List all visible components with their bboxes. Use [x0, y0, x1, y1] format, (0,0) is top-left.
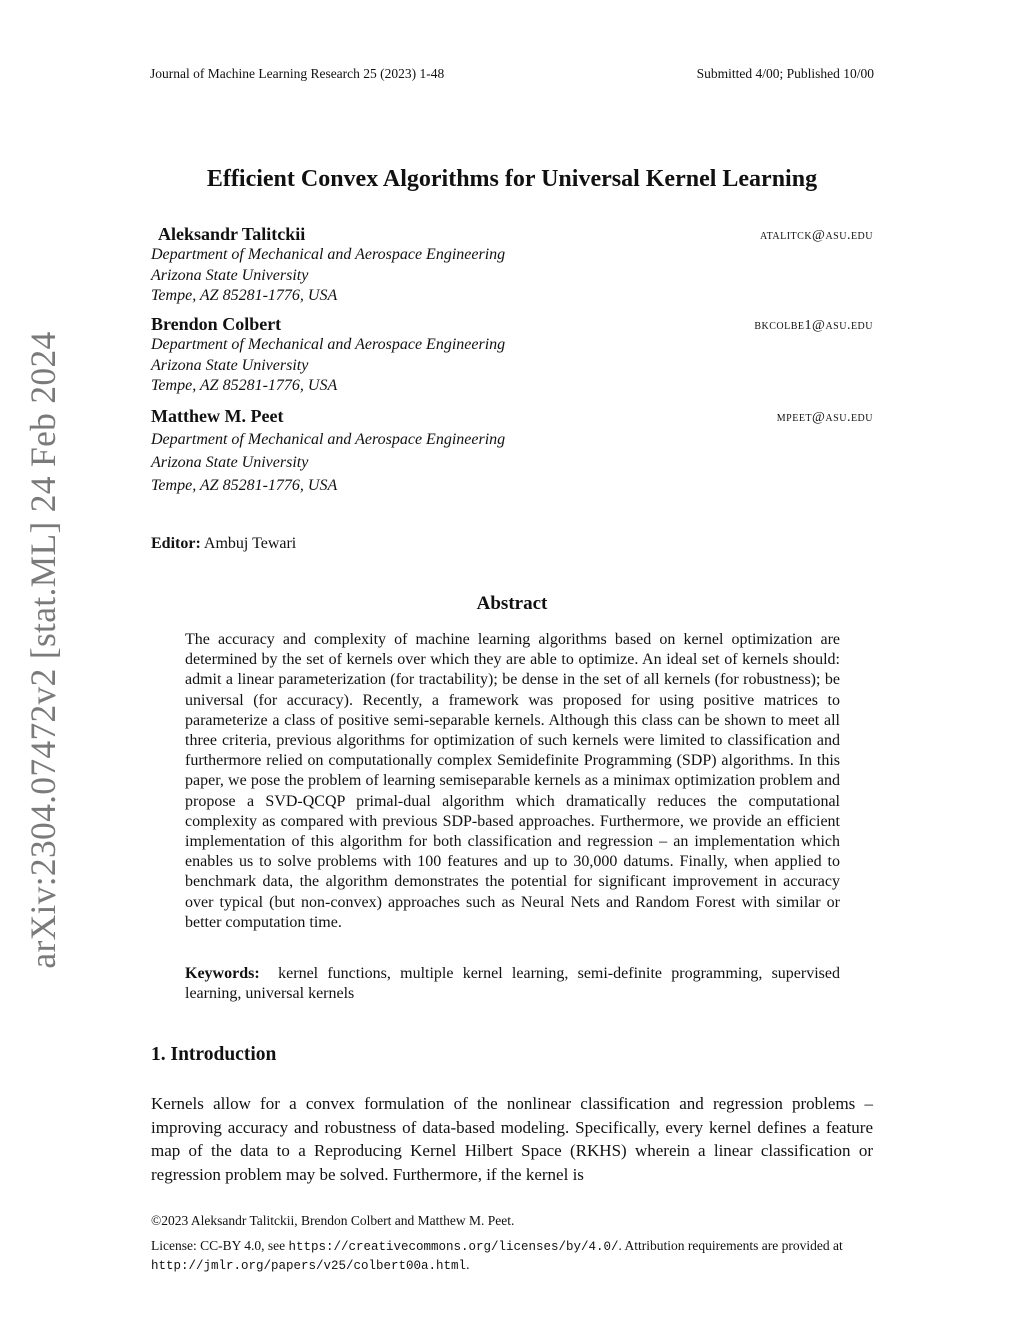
keywords-label: Keywords:: [185, 965, 260, 982]
author-name: Matthew M. Peet: [151, 406, 284, 426]
section-heading: 1. Introduction: [151, 1044, 277, 1065]
author-name: Aleksandr Talitckii: [158, 224, 306, 244]
editor-label: Editor:: [151, 535, 201, 552]
attribution-url-link[interactable]: http://jmlr.org/papers/v25/colbert00a.html: [151, 1259, 467, 1273]
author-name: Brendon Colbert: [151, 314, 282, 334]
author-university: Arizona State University: [151, 454, 309, 471]
author-address: Tempe, AZ 85281-1776, USA: [151, 287, 338, 304]
journal-header: Journal of Machine Learning Research 25 (2023) 1-48: [150, 66, 445, 81]
license-mid: . Attribution requirements are provided at: [618, 1238, 843, 1253]
author-department: Department of Mechanical and Aerospace Engineering: [151, 246, 506, 263]
license-url-link[interactable]: https://creativecommons.org/licenses/by/4.0/: [288, 1240, 619, 1254]
author-email[interactable]: atalitck@asu.edu: [759, 228, 873, 243]
license-prefix: License: CC-BY 4.0, see: [151, 1238, 289, 1253]
copyright-notice: ©2023 Aleksandr Talitckii, Brendon Colbert and Matthew M. Peet.: [151, 1213, 515, 1228]
author-university: Arizona State University: [151, 356, 309, 374]
author-department: Department of Mechanical and Aerospace Engineering: [151, 336, 506, 353]
arxiv-stamp-text: arXiv:2304.07472v2 [stat.ML] 24 Feb 2024: [23, 331, 63, 969]
paper-title: Efficient Convex Algorithms for Universal Kernel Learning: [206, 166, 818, 192]
keywords-text: kernel functions, multiple kernel learning, semi-definite programming, supervised learning, universal kernels: [185, 965, 841, 1003]
author-email[interactable]: bkcolbe1@asu.edu: [754, 318, 873, 333]
editor-name: Ambuj Tewari: [203, 535, 297, 552]
author-university: Arizona State University: [151, 266, 309, 284]
intro-text: Kernels allow for a convex formulation of the nonlinear classification and regression problems – improving accuracy and robustness of data-based modeling. Specifically, every kernel defines a feature map of the data to a Reproducing Kernel Hilbert Space (RKHS) wherein a linear classification or regression problem may be solved. Furthermore, if the kernel is: [151, 1094, 873, 1184]
editor-line: [151, 535, 296, 553]
license-notice: [151, 1237, 873, 1275]
author-address: Tempe, AZ 85281-1776, USA: [151, 377, 338, 394]
submission-dates: Submitted 4/00; Published 10/00: [696, 66, 874, 81]
author-department: Department of Mechanical and Aerospace Engineering: [151, 431, 506, 448]
author-email[interactable]: mpeet@asu.edu: [776, 410, 873, 425]
author-address: Tempe, AZ 85281-1776, USA: [151, 477, 338, 494]
abstract-heading: Abstract: [476, 593, 548, 614]
license-end: .: [466, 1257, 470, 1272]
abstract-text: The accuracy and complexity of machine learning algorithms based on kernel optimization are determined by the set of kernels over which they are able to optimize. An ideal set of kernels should: admit a linear parameterization (for tractability); be dense in the set of all kernels (for robustness); be universal (for accuracy). Recently, a framework was proposed for using positive matrices to parameterize a class of positive semi-separable kernels. Although this class can be shown to meet all three criteria, previous algorithms for optimization of such kernels were limited to classification and furthermore relied on computationally complex Semidefinite Programming (SDP) algorithms. In this paper, we pose the problem of learning semiseparable kernels as a minimax optimization problem and propose a SVD-QCQP primal-dual algorithm which dramatically reduces the computational complexity as compared with previous SDP-based approaches. Furthermore, we provide an efficient implementation of this algorithm for both classification and regression – an implementation which enables us to solve problems with 100 features and up to 30,000 datums. Finally, when applied to benchmark data, the algorithm demonstrates the potential for significant improvement in accuracy over typical (but non-convex) approaches such as Neural Nets and Random Forest with similar or better computation time.: [185, 631, 840, 931]
keywords: [185, 964, 840, 1004]
